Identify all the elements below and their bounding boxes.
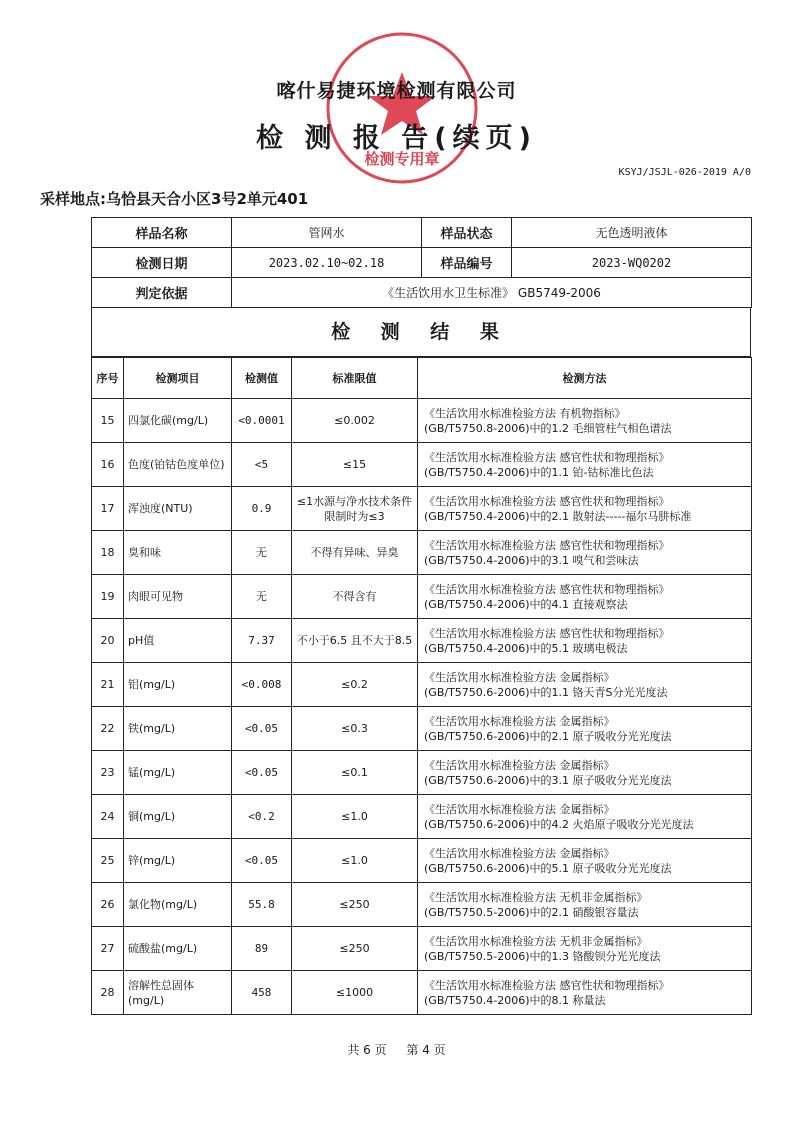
page-current: 第 4 页 [406, 1043, 446, 1057]
row-method-line2: (GB/T5750.4-2006)中的1.1 铂-钴标准比色法 [424, 465, 654, 479]
row-number: 25 [92, 839, 124, 883]
row-item: 铁(mg/L) [124, 707, 232, 751]
results-title: 检 测 结 果 [91, 307, 751, 357]
row-number: 22 [92, 707, 124, 751]
row-value: <0.05 [232, 839, 292, 883]
row-method-line1: 《生活饮用水标准检验方法 金属指标》 [424, 846, 615, 860]
row-limit: ≤250 [292, 927, 418, 971]
sample-state-label: 样品状态 [422, 218, 512, 248]
row-value: 55.8 [232, 883, 292, 927]
row-item: 铜(mg/L) [124, 795, 232, 839]
test-date-value: 2023.02.10~02.18 [232, 248, 422, 278]
row-number: 21 [92, 663, 124, 707]
row-method-line1: 《生活饮用水标准检验方法 金属指标》 [424, 758, 615, 772]
row-method-line2: (GB/T5750.6-2006)中的3.1 原子吸收分光光度法 [424, 773, 672, 787]
row-limit: ≤1水源与净水技术条件限制时为≤3 [292, 487, 418, 531]
row-method-line2: (GB/T5750.5-2006)中的2.1 硝酸银容量法 [424, 905, 639, 919]
row-value: <0.05 [232, 751, 292, 795]
row-method-line1: 《生活饮用水标准检验方法 金属指标》 [424, 670, 615, 684]
sampling-location [40, 188, 308, 209]
row-value: 458 [232, 971, 292, 1015]
row-number: 24 [92, 795, 124, 839]
row-number: 19 [92, 575, 124, 619]
row-method [418, 795, 752, 839]
row-item: 硫酸盐(mg/L) [124, 927, 232, 971]
row-limit: ≤0.1 [292, 751, 418, 795]
row-method [418, 487, 752, 531]
table-row [92, 575, 752, 619]
row-method-line2: (GB/T5750.8-2006)中的1.2 毛细管柱气相色谱法 [424, 421, 672, 435]
company-seal [322, 28, 482, 188]
row-method [418, 531, 752, 575]
row-method-line2: (GB/T5750.4-2006)中的2.1 散射法-----福尔马肼标准 [424, 509, 692, 523]
row-item: 锌(mg/L) [124, 839, 232, 883]
row-method [418, 399, 752, 443]
row-item: 溶解性总固体(mg/L) [124, 971, 232, 1015]
page-footer [0, 1041, 793, 1058]
sampling-location-value: 乌恰县天合小区3号2单元401 [106, 190, 309, 208]
row-method-line2: (GB/T5750.6-2006)中的5.1 原子吸收分光光度法 [424, 861, 672, 875]
row-number: 26 [92, 883, 124, 927]
row-method-line2: (GB/T5750.5-2006)中的1.3 铬酸钡分光光度法 [424, 949, 661, 963]
row-number: 28 [92, 971, 124, 1015]
row-method-line1: 《生活饮用水标准检验方法 感官性状和物理指标》 [424, 626, 670, 640]
row-method [418, 927, 752, 971]
row-item: pH值 [124, 619, 232, 663]
table-row [92, 399, 752, 443]
basis-value: 《生活饮用水卫生标准》 GB5749-2006 [232, 278, 752, 308]
row-limit: ≤0.3 [292, 707, 418, 751]
row-limit: ≤1000 [292, 971, 418, 1015]
row-method-line2: (GB/T5750.6-2006)中的4.2 火焰原子吸收分光光度法 [424, 817, 694, 831]
svg-text:检测专用章: 检测专用章 [364, 150, 440, 168]
row-value: 7.37 [232, 619, 292, 663]
col-header-value: 检测值 [232, 358, 292, 399]
row-method [418, 751, 752, 795]
row-method-line1: 《生活饮用水标准检验方法 金属指标》 [424, 802, 615, 816]
sample-name-label: 样品名称 [92, 218, 232, 248]
row-number: 20 [92, 619, 124, 663]
sample-no-label: 样品编号 [422, 248, 512, 278]
row-item: 四氯化碳(mg/L) [124, 399, 232, 443]
table-row [92, 795, 752, 839]
row-method-line2: (GB/T5750.4-2006)中的4.1 直接观察法 [424, 597, 628, 611]
sample-name-value: 管网水 [232, 218, 422, 248]
row-method-line1: 《生活饮用水标准检验方法 无机非金属指标》 [424, 934, 648, 948]
table-row [92, 443, 752, 487]
table-row [92, 883, 752, 927]
row-method-line1: 《生活饮用水标准检验方法 感官性状和物理指标》 [424, 450, 670, 464]
row-value: 89 [232, 927, 292, 971]
row-number: 16 [92, 443, 124, 487]
row-method-line1: 《生活饮用水标准检验方法 感官性状和物理指标》 [424, 582, 670, 596]
results-table [91, 357, 752, 1015]
row-value: <0.008 [232, 663, 292, 707]
table-row [92, 927, 752, 971]
document-number: KSYJ/JSJL-026-2019 A/0 [618, 167, 751, 178]
table-row [92, 619, 752, 663]
table-row [92, 663, 752, 707]
row-method-line1: 《生活饮用水标准检验方法 无机非金属指标》 [424, 890, 648, 904]
sample-info-table [91, 217, 752, 308]
row-method-line2: (GB/T5750.4-2006)中的5.1 玻璃电极法 [424, 641, 628, 655]
row-number: 15 [92, 399, 124, 443]
table-row [92, 971, 752, 1015]
row-limit: ≤15 [292, 443, 418, 487]
row-method-line1: 《生活饮用水标准检验方法 感官性状和物理指标》 [424, 538, 670, 552]
col-header-item: 检测项目 [124, 358, 232, 399]
row-value: 无 [232, 531, 292, 575]
row-item: 臭和味 [124, 531, 232, 575]
row-method [418, 971, 752, 1015]
row-limit: ≤0.002 [292, 399, 418, 443]
company-name: 喀什易捷环境检测有限公司 [276, 80, 517, 102]
row-method-line2: (GB/T5750.6-2006)中的2.1 原子吸收分光光度法 [424, 729, 672, 743]
row-method [418, 707, 752, 751]
row-item: 锰(mg/L) [124, 751, 232, 795]
row-limit: ≤1.0 [292, 839, 418, 883]
row-value: <0.0001 [232, 399, 292, 443]
row-number: 27 [92, 927, 124, 971]
basis-label: 判定依据 [92, 278, 232, 308]
row-number: 18 [92, 531, 124, 575]
row-limit: 不得含有 [292, 575, 418, 619]
table-row [92, 839, 752, 883]
row-method-line2: (GB/T5750.6-2006)中的1.1 铬天青S分光光度法 [424, 685, 668, 699]
report-title: 检 测 报 告(续页) [256, 123, 537, 154]
row-number: 17 [92, 487, 124, 531]
page-total: 共 6 页 [347, 1043, 387, 1057]
row-item: 氯化物(mg/L) [124, 883, 232, 927]
row-method [418, 443, 752, 487]
table-row [92, 487, 752, 531]
table-row [92, 707, 752, 751]
sample-state-value: 无色透明液体 [512, 218, 752, 248]
row-limit: 不小于6.5 且不大于8.5 [292, 619, 418, 663]
row-item: 肉眼可见物 [124, 575, 232, 619]
row-method [418, 839, 752, 883]
row-method [418, 883, 752, 927]
row-item: 色度(铂钴色度单位) [124, 443, 232, 487]
row-method-line1: 《生活饮用水标准检验方法 金属指标》 [424, 714, 615, 728]
sample-no-value: 2023-WQ0202 [512, 248, 752, 278]
row-method [418, 619, 752, 663]
row-value: <5 [232, 443, 292, 487]
row-value: 0.9 [232, 487, 292, 531]
col-header-limit: 标准限值 [292, 358, 418, 399]
row-value: 无 [232, 575, 292, 619]
row-method-line2: (GB/T5750.4-2006)中的3.1 嗅气和尝味法 [424, 553, 639, 567]
col-header-method: 检测方法 [418, 358, 752, 399]
row-limit: ≤250 [292, 883, 418, 927]
row-limit: ≤0.2 [292, 663, 418, 707]
row-item: 铝(mg/L) [124, 663, 232, 707]
table-row [92, 531, 752, 575]
col-header-no: 序号 [92, 358, 124, 399]
row-value: <0.05 [232, 707, 292, 751]
row-method [418, 575, 752, 619]
row-method [418, 663, 752, 707]
row-method-line2: (GB/T5750.4-2006)中的8.1 称量法 [424, 993, 606, 1007]
test-date-label: 检测日期 [92, 248, 232, 278]
table-row [92, 751, 752, 795]
row-limit: ≤1.0 [292, 795, 418, 839]
row-value: <0.2 [232, 795, 292, 839]
row-item: 浑浊度(NTU) [124, 487, 232, 531]
row-method-line1: 《生活饮用水标准检验方法 有机物指标》 [424, 406, 626, 420]
row-method-line1: 《生活饮用水标准检验方法 感官性状和物理指标》 [424, 494, 670, 508]
sampling-location-label: 采样地点: [40, 190, 106, 208]
row-method-line1: 《生活饮用水标准检验方法 感官性状和物理指标》 [424, 978, 670, 992]
row-limit: 不得有异味、异臭 [292, 531, 418, 575]
row-number: 23 [92, 751, 124, 795]
